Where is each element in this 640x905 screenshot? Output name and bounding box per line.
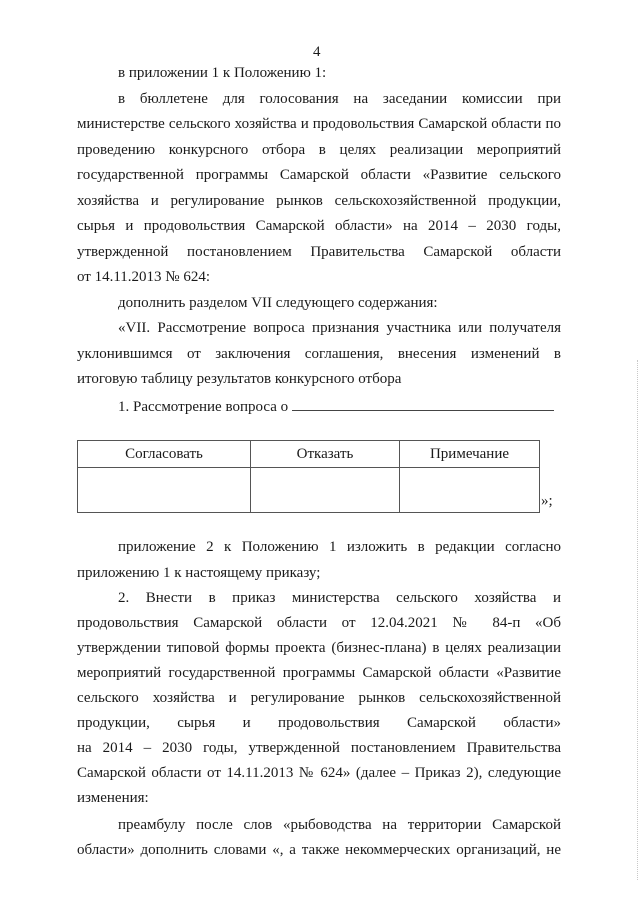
table-cell <box>400 468 540 513</box>
table-header-row <box>78 441 540 468</box>
paragraph-line: на 2014 – 2030 годы, утвержденной постановлением Правительства <box>77 740 561 756</box>
paragraph-line: Самарской области от 14.11.2013 № 624» (далее – Приказ 2), следующие <box>77 765 561 781</box>
paragraph-line: области» дополнить словами «, а также некоммерческих организаций, не <box>77 842 561 858</box>
paragraph-line: от 14.11.2013 № 624: <box>77 269 211 285</box>
paragraph-line: итоговую таблицу результатов конкурсного отбора <box>77 371 402 387</box>
consideration-label: 1. Рассмотрение вопроса о <box>118 399 289 415</box>
paragraph-line: министерстве сельского хозяйства и продовольствия Самарской области по <box>77 116 561 132</box>
paragraph-line: утверждении типовой формы проекта (бизнес-плана) в целях реализации <box>77 640 561 656</box>
paragraph-line: продовольствия Самарской области от 12.04.2021 № 84-п «Об <box>77 615 561 631</box>
paragraph-line: 2. Внести в приказ министерства сельского хозяйства и <box>118 590 561 606</box>
header-note: Примечание <box>400 441 540 468</box>
scan-edge <box>636 360 638 880</box>
paragraph-line: приложение 2 к Положению 1 изложить в редакции согласно <box>118 539 561 555</box>
paragraph-line: утвержденной постановлением Правительства Самарской области <box>77 244 561 260</box>
table-cell <box>78 468 251 513</box>
paragraph-line: в приложении 1 к Положению 1: <box>118 65 327 81</box>
table-cell <box>251 468 400 513</box>
table-row <box>78 468 540 513</box>
header-refuse: Отказать <box>251 441 400 468</box>
consideration-line <box>118 396 561 417</box>
header-approve: Согласовать <box>78 441 251 468</box>
paragraph-line: дополнить разделом VII следующего содержания: <box>118 295 438 311</box>
paragraph-line: хозяйства и регулирование рынков сельскохозяйственной продукции, <box>77 193 561 209</box>
paragraph-line: приложению 1 к настоящему приказу; <box>77 565 321 581</box>
paragraph-line: продукции, сырья и продовольствия Самарской области» <box>77 715 561 731</box>
paragraph-line: сельского хозяйства и регулирование рынков сельскохозяйственной <box>77 690 561 706</box>
paragraph-line: сырья и продовольствия Самарской области» на 2014 – 2030 годы, <box>77 218 561 234</box>
paragraph-line: проведению конкурсного отбора в целях реализации мероприятий <box>77 142 561 158</box>
paragraph-line: уклонившимся от заключения соглашения, внесения изменений в <box>77 346 561 362</box>
closing-quote: »; <box>541 493 553 509</box>
voting-table <box>77 440 540 513</box>
page-number: 4 <box>313 44 321 60</box>
paragraph-line: изменения: <box>77 790 149 806</box>
paragraph-line: в бюллетене для голосования на заседании комиссии при <box>118 91 561 107</box>
paragraph-line: государственной программы Самарской области «Развитие сельского <box>77 167 561 183</box>
blank-underline <box>292 396 554 411</box>
paragraph-line: мероприятий государственной программы Самарской области «Развитие <box>77 665 561 681</box>
paragraph-line: «VII. Рассмотрение вопроса признания участника или получателя <box>118 320 561 336</box>
paragraph-line: преамбулу после слов «рыбоводства на территории Самарской <box>118 817 561 833</box>
